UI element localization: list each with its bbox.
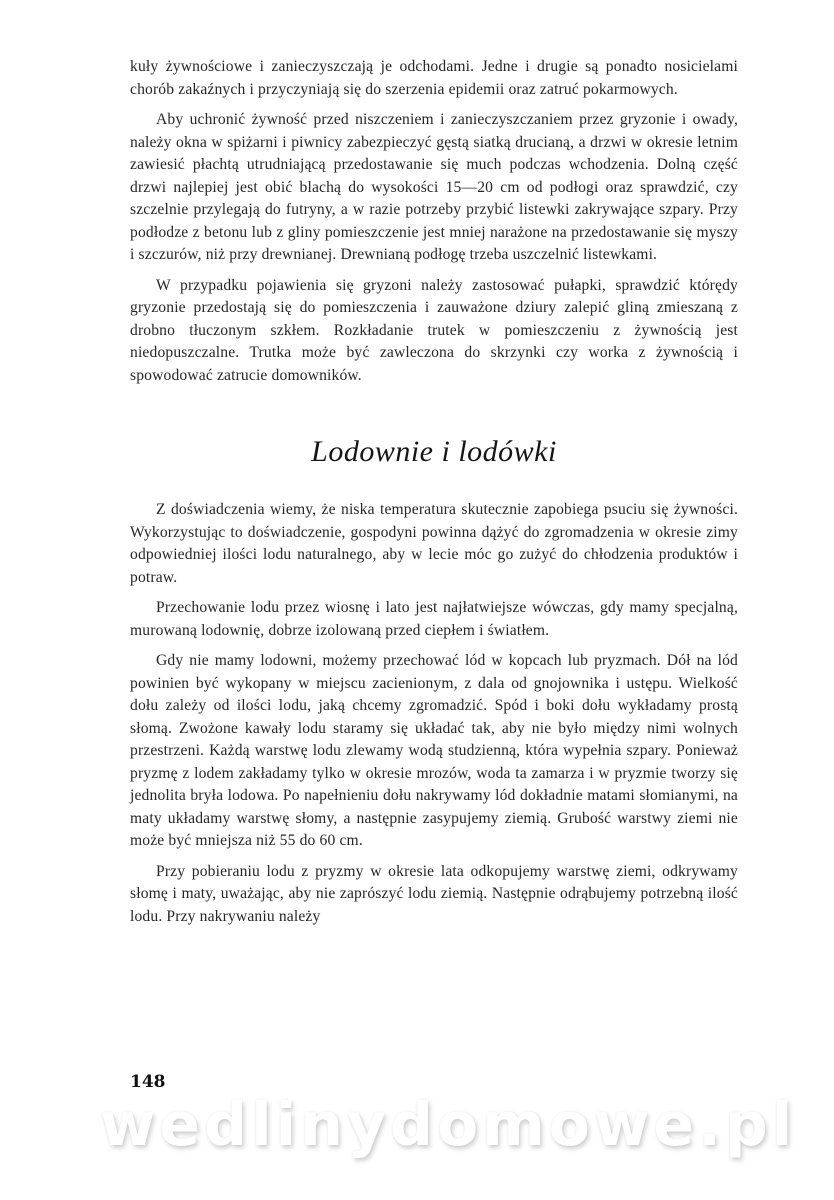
- paragraph-protection-from-pests: Aby uchronić żywność przed niszczeniem i zanieczyszczaniem przez gryzonie i owady, należy okna w spiżarni i piwnicy zabezpieczyć gęstą siatką drucianą, a drzwi w okresie letnim zawiesić płachtą utrudniającą przedostawanie się much podczas wchodzenia. Dolną część drzwi najlepiej jest obić blachą do wysokości 15—20 cm od podłogi oraz sprawdzić, czy szczelnie przylegają do futryny, a w razie potrzeby przybić listewki zakrywające szpary. Przy podłodze z betonu lub z gliny pomieszczenie jest mniej narażone na przedostawanie się myszy i szczurów, niż przy drewnianej. Drewnianą podłogę trzeba uszczelnić listewkami.: [130, 111, 738, 263]
- paragraph-retrieving-ice: Przy pobieraniu lodu z pryzmy w okresie lata odkopujemy warstwę ziemi, odkrywamy słomę i maty, uważając, aby nie zaprószyć lodu ziemią. Następnie odrąbujemy potrzebną ilość lodu. Przy nakrywaniu należy: [130, 862, 738, 925]
- paragraph-icehouse: Przechowanie lodu przez wiosnę i lato jest najłatwiejsze wówczas, gdy mamy specjalną, murowaną lodownię, dobrze izolowaną przed ciepłem i światłem.: [130, 599, 738, 639]
- page-number: 148: [130, 1072, 166, 1092]
- watermark: wedlinydomowe.pl: [100, 1090, 797, 1160]
- section-heading: Lodownie i lodówki: [311, 435, 557, 468]
- paragraph-continuation: kuły żywnościowe i zanieczyszczają je odchodami. Jedne i drugie są ponadto nosicielami chorób zakaźnych i przyczyniają się do szerzenia epidemii oraz zatruć pokarmowych.: [130, 58, 738, 98]
- paragraph-rodents: W przypadku pojawienia się gryzoni należy zastosować pułapki, sprawdzić którędy gryzonie przedostają się do pomieszczenia i zauważone dziury zalepić gliną zmieszaną z drobno tłuczonym szkłem. Rozkładanie trutek w pomieszczeniu z żywnością jest niedopuszczalne. Trutka może być zawleczona do skrzynki czy worka z żywnością i spowodować zatrucie domowników.: [130, 276, 738, 384]
- book-page: [130, 56, 738, 936]
- paragraph-low-temperature: Z doświadczenia wiemy, że niska temperatura skutecznie zapobiega psuciu się żywności. Wykorzystując to doświadczenie, gospodyni powinna dążyć do zgromadzenia w okresie zimy odpowiedniej ilości lodu naturalnego, aby w lecie móc go zużyć do chłodzenia produktów i potraw.: [130, 501, 738, 586]
- paragraph-ice-pit: Gdy nie mamy lodowni, możemy przechować lód w kopcach lub pryzmach. Dół na lód powinien być wykopany w miejscu zacienionym, z dala od gnojownika i ustępu. Wielkość dołu zależy od ilości lodu, jaką chcemy zgromadzić. Spód i boki dołu wykładamy prostą słomą. Zwożone kawały lodu staramy się układać tak, aby nie było między nimi wolnych przestrzeni. Każdą warstwę lodu zlewamy wodą studzienną, która wypełnia szpary. Ponieważ pryzmę z lodem zakładamy tylko w okresie mrozów, woda ta zamarza i w pryzmie tworzy się jednolita bryła lodowa. Po napełnieniu dołu nakrywamy lód dokładnie matami słomianymi, na maty układamy warstwę słomy, a następnie zasypujemy ziemią. Grubość warstwy ziemi nie może być mniejsza niż 55 do 60 cm.: [130, 652, 738, 849]
